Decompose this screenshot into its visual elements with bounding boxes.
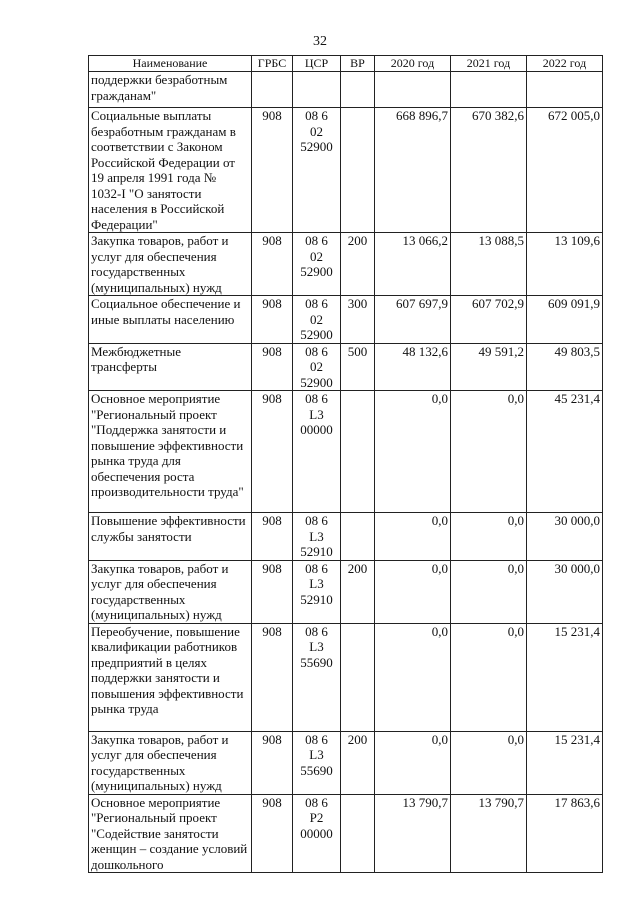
budget-table (88, 55, 603, 873)
row-2021: 0,0 (451, 731, 527, 794)
row-csr: 08 6 P2 00000 (293, 794, 341, 873)
row-grbs: 908 (252, 391, 293, 513)
column-header-name: Наименование (89, 56, 252, 72)
row-vr (341, 623, 375, 731)
row-vr (341, 108, 375, 233)
row-2022: 609 091,9 (527, 296, 603, 344)
row-name: Закупка товаров, работ и услуг для обеспечения государственных (муниципальных) нужд (89, 560, 252, 623)
page-number: 32 (313, 34, 327, 49)
row-csr (293, 72, 341, 108)
row-2021: 607 702,9 (451, 296, 527, 344)
row-name: поддержки безработным гражданам" (89, 72, 252, 108)
table-row (89, 623, 603, 731)
row-name: Основное мероприятие "Региональный проект "Поддержка занятости и повышение эффективности рынка труда для обеспечения роста производительности труда" (89, 391, 252, 513)
column-header-vr: ВР (341, 56, 375, 72)
column-header-csr: ЦСР (293, 56, 341, 72)
row-2022: 15 231,4 (527, 623, 603, 731)
row-vr (341, 794, 375, 873)
row-name: Переобучение, повышение квалификации работников предприятий в целях поддержки занятости и повышения эффективности рынка труда (89, 623, 252, 731)
row-csr: 08 6 L3 52910 (293, 513, 341, 561)
row-grbs: 908 (252, 623, 293, 731)
column-header-2020: 2020 год (375, 56, 451, 72)
row-vr: 200 (341, 731, 375, 794)
row-2020: 13 790,7 (375, 794, 451, 873)
row-vr (341, 513, 375, 561)
row-name: Социальное обеспечение и иные выплаты населению (89, 296, 252, 344)
row-2021: 0,0 (451, 391, 527, 513)
table-row (89, 296, 603, 344)
row-grbs (252, 72, 293, 108)
row-vr: 200 (341, 233, 375, 296)
row-csr: 08 6 02 52900 (293, 296, 341, 344)
table-row (89, 72, 603, 108)
row-csr: 08 6 02 52900 (293, 343, 341, 391)
row-name: Закупка товаров, работ и услуг для обеспечения государственных (муниципальных) нужд (89, 731, 252, 794)
column-header-2022: 2022 год (527, 56, 603, 72)
row-csr: 08 6 L3 52910 (293, 560, 341, 623)
row-2022: 49 803,5 (527, 343, 603, 391)
row-grbs: 908 (252, 560, 293, 623)
table-row (89, 731, 603, 794)
row-csr: 08 6 L3 55690 (293, 623, 341, 731)
row-grbs: 908 (252, 513, 293, 561)
row-2020: 0,0 (375, 391, 451, 513)
row-vr: 200 (341, 560, 375, 623)
table-header-row (89, 56, 603, 72)
row-csr: 08 6 02 52900 (293, 108, 341, 233)
row-2021: 0,0 (451, 623, 527, 731)
table-row (89, 794, 603, 873)
row-2020: 668 896,7 (375, 108, 451, 233)
row-grbs: 908 (252, 731, 293, 794)
column-header-2021: 2021 год (451, 56, 527, 72)
row-grbs: 908 (252, 108, 293, 233)
row-2022: 13 109,6 (527, 233, 603, 296)
row-2022: 17 863,6 (527, 794, 603, 873)
row-2021: 0,0 (451, 513, 527, 561)
row-name: Повышение эффективности службы занятости (89, 513, 252, 561)
row-2020: 13 066,2 (375, 233, 451, 296)
row-vr (341, 391, 375, 513)
row-vr: 500 (341, 343, 375, 391)
table-row (89, 343, 603, 391)
row-csr: 08 6 02 52900 (293, 233, 341, 296)
row-2022: 30 000,0 (527, 513, 603, 561)
row-2020: 0,0 (375, 560, 451, 623)
row-2020: 0,0 (375, 623, 451, 731)
row-grbs: 908 (252, 343, 293, 391)
row-2022: 30 000,0 (527, 560, 603, 623)
row-csr: 08 6 L3 00000 (293, 391, 341, 513)
row-2020: 607 697,9 (375, 296, 451, 344)
row-2020: 0,0 (375, 513, 451, 561)
row-2022 (527, 72, 603, 108)
row-vr (341, 72, 375, 108)
row-2022: 672 005,0 (527, 108, 603, 233)
row-grbs: 908 (252, 296, 293, 344)
row-name: Межбюджетные трансферты (89, 343, 252, 391)
row-2022: 15 231,4 (527, 731, 603, 794)
row-2020: 0,0 (375, 731, 451, 794)
row-csr: 08 6 L3 55690 (293, 731, 341, 794)
row-2021: 670 382,6 (451, 108, 527, 233)
row-2022: 45 231,4 (527, 391, 603, 513)
row-2021 (451, 72, 527, 108)
row-2021: 49 591,2 (451, 343, 527, 391)
table-row (89, 391, 603, 513)
row-name: Социальные выплаты безработным гражданам в соответствии с Законом Российской Федерации от 19 апреля 1991 года № 1032-I "О занятости населения в Российской Федерации" (89, 108, 252, 233)
row-name: Основное мероприятие "Региональный проект "Содействие занятости женщин – создание условий дошкольного (89, 794, 252, 873)
row-grbs: 908 (252, 794, 293, 873)
row-2020: 48 132,6 (375, 343, 451, 391)
row-2021: 13 790,7 (451, 794, 527, 873)
row-grbs: 908 (252, 233, 293, 296)
row-vr: 300 (341, 296, 375, 344)
table-row (89, 233, 603, 296)
table-row (89, 513, 603, 561)
table-row (89, 108, 603, 233)
column-header-grbs: ГРБС (252, 56, 293, 72)
table-row (89, 560, 603, 623)
row-2021: 13 088,5 (451, 233, 527, 296)
row-2020 (375, 72, 451, 108)
row-2021: 0,0 (451, 560, 527, 623)
row-name: Закупка товаров, работ и услуг для обеспечения государственных (муниципальных) нужд (89, 233, 252, 296)
